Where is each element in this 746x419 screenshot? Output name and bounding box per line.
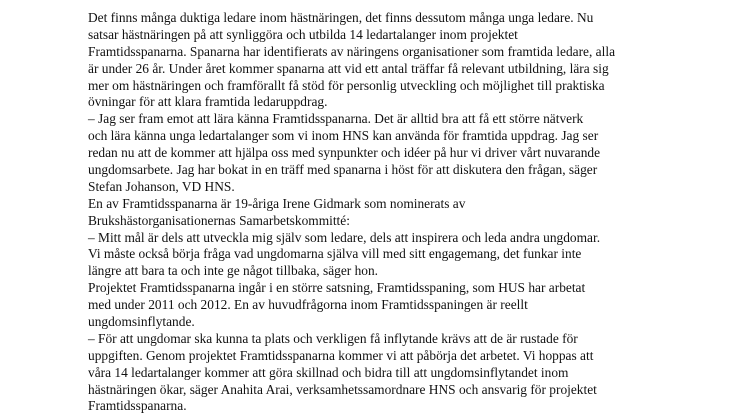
- text-line: – Jag ser fram emot att lära känna Framtidsspanarna. Det är alltid bra att få ett större nätverk: [88, 111, 584, 127]
- text-line: hästnäringen ökar, säger Anahita Arai, verksamhetssamordnare HNS och ansvarig för projektet: [88, 381, 597, 397]
- text-line: Vi måste också börja fråga vad ungdomarna själva vill med sitt engagemang, det funkar inte: [88, 246, 582, 262]
- text-line: uppgiften. Genom projektet Framtidsspanarna kommer vi att påbörja det arbetet. Vi hoppas att: [88, 347, 594, 363]
- text-line: längre att bara ta och inte ge något tillbaka, säger hon.: [88, 263, 379, 279]
- text-line: – För att ungdomar ska kunna ta plats och verkligen få inflytande krävs att de är rustade för: [88, 330, 578, 346]
- text-line: med under 2011 och 2012. En av huvudfrågorna inom Framtidsspaningen är reellt: [88, 297, 528, 313]
- article-body: [88, 10, 688, 415]
- text-line: – Mitt mål är dels att utveckla mig själv som ledare, dels att inspirera och leda andra ungdomar.: [88, 229, 601, 245]
- text-line: satsar hästnäringen på att synliggöra och utbilda 14 ledartalanger inom projektet: [88, 26, 518, 42]
- text-line: ungdomsinflytande.: [88, 314, 195, 330]
- text-line: Stefan Johanson, VD HNS.: [88, 178, 235, 194]
- text-line: redan nu att de kommer att hjälpa oss med synpunkter och idéer på hur vi driver vårt nuvarande: [88, 145, 601, 161]
- text-line: är under 26 år. Under året kommer spanarna att vid ett antal träffar få relevant utbildning, lära sig: [88, 60, 609, 76]
- text-line: Framtidsspanarna.: [88, 398, 187, 414]
- text-line: Framtidsspanarna. Spanarna har identifierats av näringens organisationer som framtida ledare, alla: [88, 43, 616, 59]
- text-line: våra 14 ledartalanger kommer att göra skillnad och bidra till att ungdomsinflytandet inom: [88, 364, 569, 380]
- text-line: ungdomsarbete. Jag har bokat in en träff med spanarna i höst för att diskutera den frågan, säger: [88, 162, 598, 178]
- text-line: Brukshästorganisationernas Samarbetskommitté:: [88, 212, 350, 228]
- text-line: Det finns många duktiga ledare inom hästnäringen, det finns dessutom många unga ledare. Nu: [88, 10, 594, 25]
- text-line: Projektet Framtidsspanarna ingår i en större satsning, Framtidsspaning, som HUS har arbetat: [88, 280, 586, 296]
- text-line: En av Framtidsspanarna är 19-åriga Irene Gidmark som nominerats av: [88, 195, 466, 211]
- text-line: mer om hästnäringen och framförallt få stöd för personlig utveckling och möjlighet till praktiska: [88, 77, 605, 93]
- text-line: övningar för att klara framtida ledaruppdrag.: [88, 94, 328, 110]
- text-line: och lära känna unga ledartalanger som vi inom HNS kan använda för framtida uppdrag. Jag ser: [88, 128, 599, 144]
